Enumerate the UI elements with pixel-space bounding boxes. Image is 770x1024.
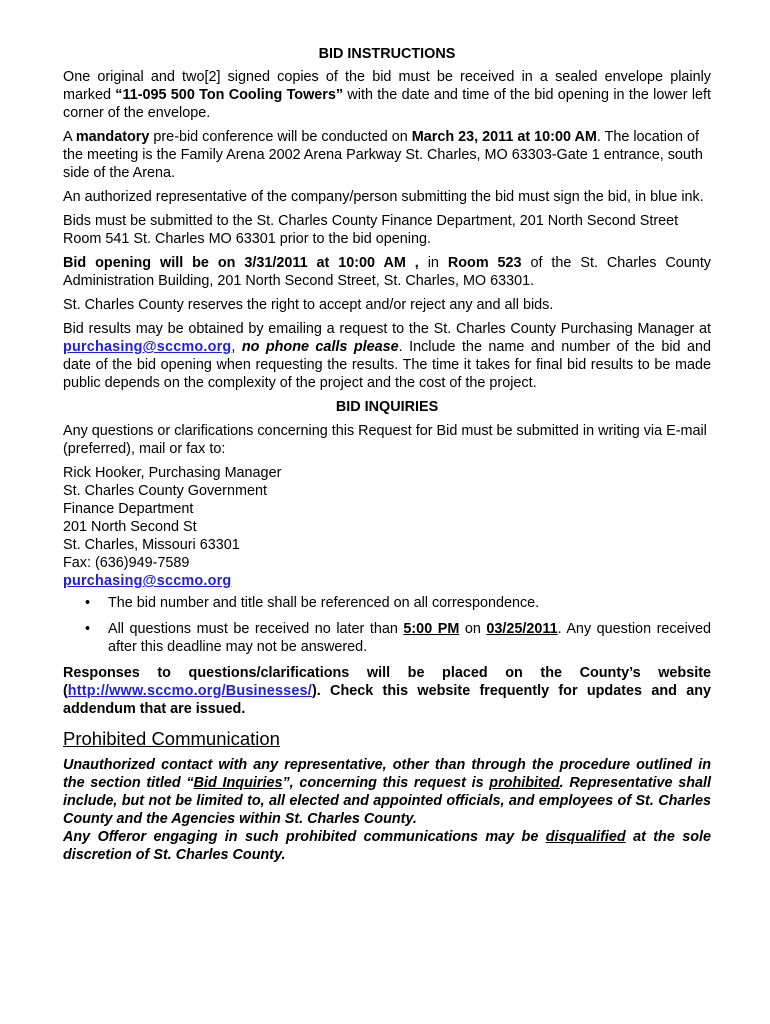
bid-opening-datetime: Bid opening will be on 3/31/2011 at 10:00 AM ,	[63, 255, 419, 271]
text-span: in	[418, 255, 448, 271]
text-span: . Representative shall include, but not be limited to, all elected and appointed officials, and employees of St. Charles County and the Agencies within St. Charles County.	[63, 775, 711, 827]
envelope-instructions-paragraph	[63, 68, 711, 122]
list-item	[63, 620, 711, 656]
contact-city: St. Charles, Missouri 63301	[63, 537, 240, 553]
prohibited-communication-heading: Prohibited Communication	[63, 728, 280, 749]
text-span: The bid number and title shall be referenced on all correspondence.	[108, 595, 540, 611]
purchasing-email-link[interactable]: purchasing@sccmo.org	[63, 339, 232, 355]
text-span: ). Check this website frequently for updates and any addendum that are issued.	[63, 683, 711, 717]
document-content	[63, 45, 711, 864]
bid-inquiries-heading: BID INQUIRIES	[335, 399, 439, 415]
submission-paragraph: Bids must be submitted to the St. Charles County Finance Department, 201 North Second Street Room 541 St. Charles MO 63301 prior to the bid opening.	[63, 213, 679, 247]
text-span: ,	[231, 339, 242, 355]
bid-instructions-heading: BID INSTRUCTIONS	[318, 46, 456, 62]
text-span: . Include the name and number of the bid and date of the bid opening when requesting the results. The time it takes for final bid results to be made public depends on the complexity of the project and the cost of the project.	[63, 339, 711, 391]
contact-fax: Fax: (636)949-7589	[63, 555, 190, 571]
contact-street: 201 North Second St	[63, 519, 197, 535]
contact-organization: St. Charles County Government	[63, 483, 267, 499]
inquiries-paragraph: Any questions or clarifications concerning this Request for Bid must be submitted in writing via E-mail (preferred), mail or fax to:	[63, 423, 707, 457]
text-span: ”, concerning this request is	[282, 775, 490, 791]
bullet-icon: •	[85, 621, 91, 637]
conference-datetime: March 23, 2011 at 10:00 AM	[411, 129, 597, 145]
contact-address-block	[63, 464, 711, 590]
bullet-icon: •	[85, 595, 91, 611]
text-span: at the sole discretion of St. Charles County.	[63, 829, 711, 863]
inquiry-rules-list	[63, 594, 711, 656]
bid-opening-paragraph	[63, 254, 711, 290]
text-span: on	[459, 621, 487, 637]
text-span: One original and two[2] signed copies of the bid must be received in a sealed envelope plainly marked	[63, 69, 711, 103]
text-span: of the St. Charles County Administration Building, 201 North Second Street, St. Charles, MO 63301.	[63, 255, 712, 289]
section-reference: Bid Inquiries	[193, 775, 283, 791]
reservation-paragraph: St. Charles County reserves the right to accept and/or reject any and all bids.	[63, 297, 554, 313]
disqualification-paragraph	[63, 828, 711, 864]
text-span: . The location of the meeting is the Family Arena 2002 Arena Parkway St. Charles, MO 63303-Gate 1 entrance, south side of the Arena.	[63, 129, 703, 181]
text-span: Unauthorized contact with any representative, other than through the procedure outlined in the section titled “	[63, 757, 711, 791]
deadline-time: 5:00 PM	[403, 621, 460, 637]
contact-department: Finance Department	[63, 501, 194, 517]
text-span: Any Offeror engaging in such prohibited communications may be	[63, 829, 546, 845]
pre-bid-conference-paragraph	[63, 128, 711, 182]
disqualified-word: disqualified	[545, 829, 626, 845]
prohibited-word: prohibited	[489, 775, 560, 791]
text-span: pre-bid conference will be conducted on	[149, 129, 412, 145]
text-span: with the date and time of the bid opening in the lower left corner of the envelope.	[63, 87, 712, 121]
contact-email-link[interactable]: purchasing@sccmo.org	[63, 573, 232, 589]
deadline-date: 03/25/2011	[486, 621, 558, 637]
text-span: . Any question received after this deadline may not be answered.	[108, 621, 711, 655]
no-phone-calls-note: no phone calls please	[241, 339, 399, 355]
room-number: Room 523	[447, 255, 522, 271]
bid-title: “11-095 500 Ton Cooling Towers”	[115, 87, 344, 103]
text-span: A	[63, 129, 76, 145]
text-span: All questions must be received no later than	[108, 621, 404, 637]
text-span: Bid results may be obtained by emailing a request to the St. Charles County Purchasing Manager at	[63, 321, 711, 337]
bid-results-paragraph	[63, 320, 711, 392]
mandatory-label: mandatory	[75, 129, 150, 145]
prohibited-communication-paragraph	[63, 756, 711, 828]
responses-paragraph	[63, 664, 711, 718]
signature-paragraph: An authorized representative of the company/person submitting the bid must sign the bid, in blue ink.	[63, 189, 704, 205]
list-item	[63, 594, 711, 612]
county-website-link[interactable]: http://www.sccmo.org/Businesses/	[67, 683, 312, 699]
text-span: Responses to questions/clarifications will be placed on the County’s website (	[63, 665, 711, 699]
contact-name: Rick Hooker, Purchasing Manager	[63, 465, 282, 481]
